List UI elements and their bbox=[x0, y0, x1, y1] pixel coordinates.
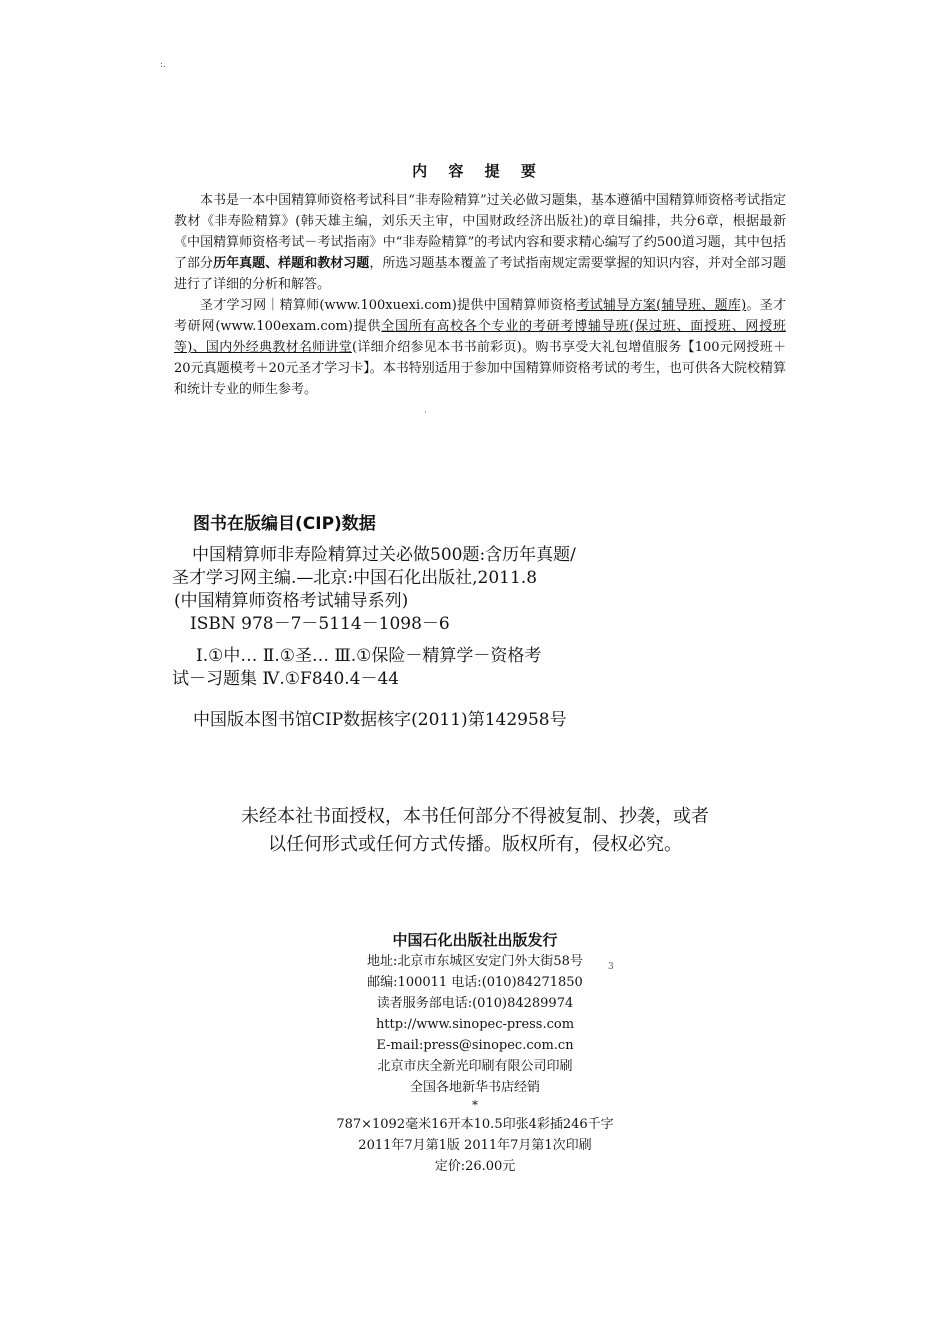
format-line: 787×1092毫米16开本10.5印张4彩插246千字 bbox=[336, 1117, 614, 1132]
edition-line: 2011年7月第1版 2011年7月第1次印刷 bbox=[358, 1138, 592, 1153]
price-line: 定价:26.00元 bbox=[434, 1159, 516, 1174]
publisher-email: E-mail:press@sinopec.com.cn bbox=[376, 1038, 574, 1053]
underlined-service-2: 全国所有高校各个专业的考研考博辅导班(保过班、面授班、网授班等)、国内外经典教材名师讲堂 bbox=[174, 319, 786, 355]
summary-body bbox=[174, 190, 786, 400]
distributor: 全国各地新华书店经销 bbox=[409, 1080, 540, 1095]
publisher-postcode-phone: 邮编:100011 电话:(010)84271850 bbox=[367, 975, 583, 990]
underlined-service-1: 考试辅导方案(辅导班、题库) bbox=[576, 298, 747, 313]
publisher-info bbox=[0, 930, 950, 1112]
cip-title-line: 中国精算师非寿险精算过关必做500题:含历年真题/ bbox=[192, 545, 576, 565]
printer-name: 北京市庆全新光印刷有限公司印刷 bbox=[377, 1059, 573, 1074]
publisher-website: http://www.sinopec-press.com bbox=[375, 1017, 575, 1032]
copyright-notice bbox=[0, 803, 950, 859]
scan-speck: 3 bbox=[608, 962, 614, 972]
summary-paragraph-1: 本书是一本中国精算师资格考试科目“非寿险精算”过关必做习题集，基本遵循中国精算师资格考试指定教材《非寿险精算》(韩天雄主编，刘乐天主审，中国财政经济出版社)的章目编排，共分6章，根据最新《中国精算师资格考试－考试指南》中“非寿险精算”的考试内容和要求精心编写了约500道习题，其中包括了部分历年真题、样题和教材习题，所选习题基本覆盖了考试指南规定需要掌握的知识内容，并对全部习题进行了详细的分析和解答。 bbox=[174, 193, 786, 292]
publisher-address: 地址:北京市东城区安定门外大街58号 bbox=[367, 954, 583, 969]
scan-speck: · bbox=[424, 408, 427, 418]
cip-heading: 图书在版编目(CIP)数据 bbox=[193, 514, 376, 534]
copyright-line-1: 未经本社书面授权，本书任何部分不得被复制、抄袭，或者 bbox=[241, 806, 709, 827]
summary-paragraph-2: 圣才学习网｜精算师(www.100xuexi.com)提供中国精算师资格考试辅导方案(辅导班、题库)。圣才考研网(www.100exam.com)提供全国所有高校各个专业的考研考博辅导班(保过班、面授班、网授班等)、国内外经典教材名师讲堂(详细介绍参见本书书前彩页)。购书享受大礼包增值服务【100元网授班＋20元真题模考＋20元圣才学习卡】。本书特别适用于参加中国精算师资格考试的考生，也可供各大院校精算和统计专业的师生参考。 bbox=[174, 298, 786, 397]
cip-classification bbox=[172, 645, 642, 691]
cip-class-line-2: 试－习题集 Ⅳ.①F840.4－44 bbox=[172, 669, 400, 689]
book-specs bbox=[0, 1114, 950, 1177]
copyright-line-2: 以任何形式或任何方式传播。版权所有，侵权必究。 bbox=[268, 834, 682, 855]
summary-title: 内 容 提 要 bbox=[412, 162, 538, 180]
cip-number: 中国版本图书馆CIP数据核字(2011)第142958号 bbox=[193, 710, 567, 730]
cip-editor-line: 圣才学习网主编.—北京:中国石化出版社,2011.8 bbox=[172, 568, 538, 588]
separator-star: * bbox=[472, 1098, 478, 1112]
reader-service-phone: 读者服务部电话:(010)84289974 bbox=[376, 996, 574, 1011]
publisher-name: 中国石化出版社出版发行 bbox=[392, 931, 558, 949]
scan-speck: :. bbox=[160, 60, 166, 70]
cip-class-line-1: Ⅰ.①中… Ⅱ.①圣… Ⅲ.①保险－精算学－资格考 bbox=[196, 646, 542, 666]
cip-series-line: (中国精算师资格考试辅导系列) bbox=[174, 591, 409, 611]
cip-isbn-line: ISBN 978－7－5114－1098－6 bbox=[190, 614, 450, 634]
cip-entry bbox=[172, 544, 642, 636]
